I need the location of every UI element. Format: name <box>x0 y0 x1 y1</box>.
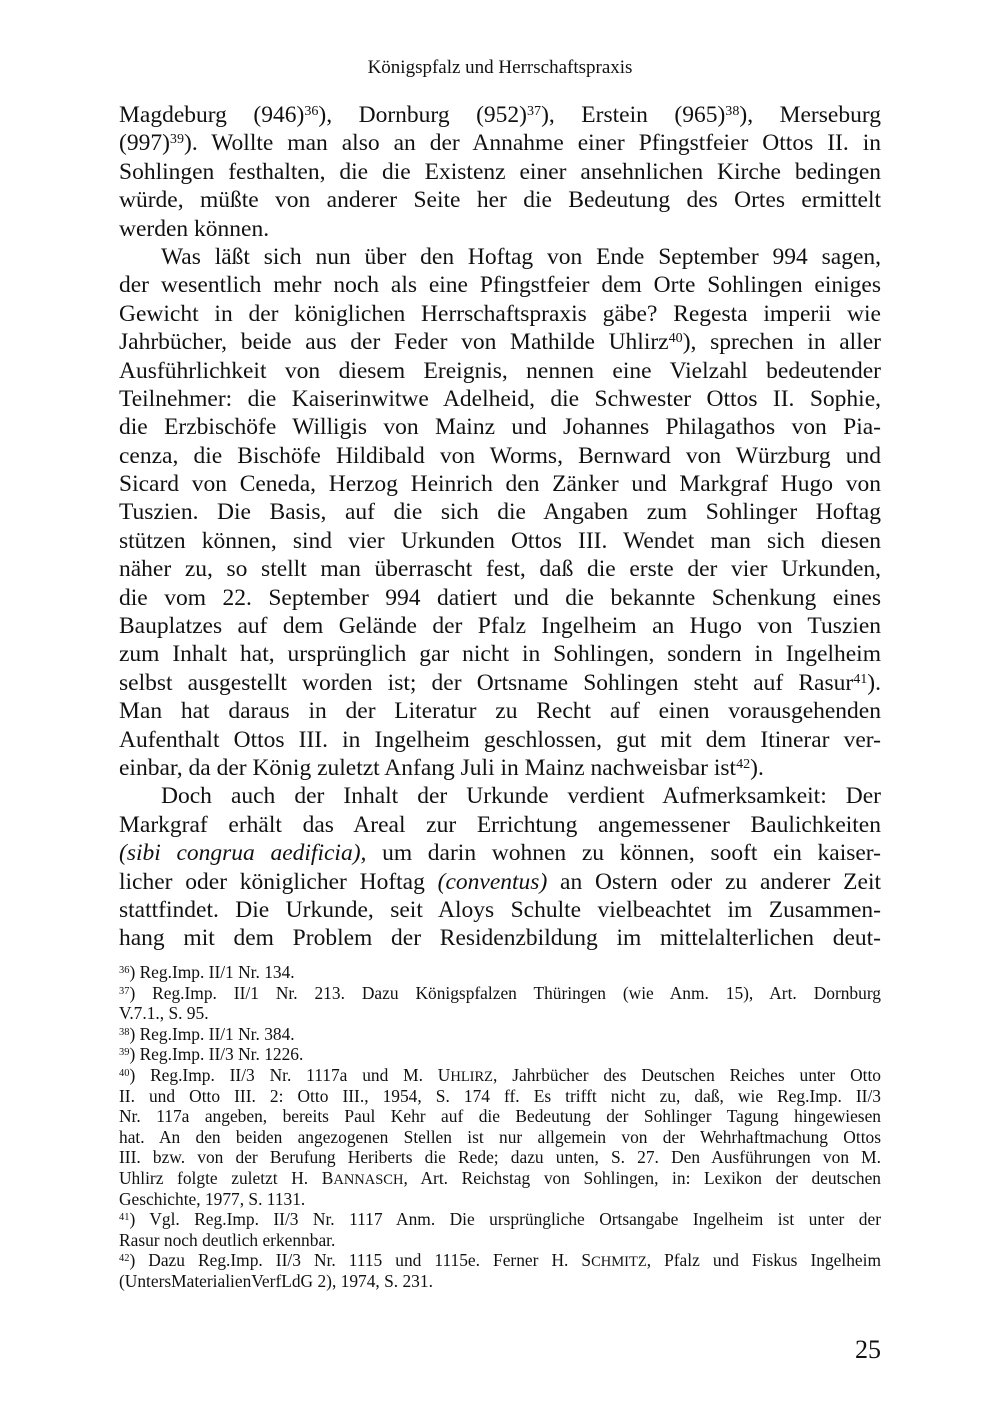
body-line: Markgraf erhält das Areal zur Errichtung angemessener Baulichkeiten <box>119 811 881 838</box>
footnote-line: Rasur noch deutlich erkennbar. <box>119 1229 336 1250</box>
footnote-line: $^{42}$) Dazu Reg.Imp. II/3 Nr. 1115 und 1115e. Ferner H. SCHMITZ, Pfalz und Fiskus Ingelheim <box>119 1250 881 1271</box>
footnote-line: $^{41}$) Vgl. Reg.Imp. II/3 Nr. 1117 Anm. Die ursprüngliche Ortsangabe Ingelheim ist unter der <box>119 1209 881 1230</box>
body-line: selbst ausgestellt worden ist; der Ortsname Sohlingen steht auf Rasur$^{41}$). <box>119 669 881 696</box>
body-line: Was läßt sich nun über den Hoftag von Ende September 994 sagen, <box>161 243 881 270</box>
body-line: stattfindet. Die Urkunde, seit Aloys Schulte vielbeachtet im Zusammen- <box>119 896 881 923</box>
body-line: Tuszien. Die Basis, auf die sich die Angaben zum Sohlinger Hoftag <box>119 499 881 526</box>
footnote-line: hat. An den beiden angezogenen Stellen ist nur allgemein von der Wehrhaftmachung Ottos <box>119 1126 881 1147</box>
body-line: Sicard von Ceneda, Herzog Heinrich den Zänker und Markgraf Hugo von <box>119 471 881 498</box>
body-line: stützen können, sind vier Urkunden Ottos III. Wendet man sich diesen <box>119 527 881 554</box>
body-text <box>119 101 881 953</box>
body-line: zum Inhalt hat, ursprünglich gar nicht in Sohlingen, sondern in Ingelheim <box>119 641 881 668</box>
footnote-line: $^{40}$) Reg.Imp. II/3 Nr. 1117a und M. UHLIRZ, Jahrbücher des Deutschen Reiches unter Otto <box>119 1064 881 1085</box>
body-line: (sibi congrua aedificia), um darin wohnen zu können, sooft ein kaiser- <box>119 840 881 867</box>
footnote-line: V.7.1., S. 95. <box>119 1003 209 1024</box>
body-line: werden können. <box>119 215 270 242</box>
body-line: Aufenthalt Ottos III. in Ingelheim geschlossen, gut mit dem Itinerar ver- <box>119 726 881 753</box>
body-line: Bauplatzes auf dem Gelände der Pfalz Ingelheim an Hugo von Tuszien <box>119 613 881 640</box>
body-line: Doch auch der Inhalt der Urkunde verdient Aufmerksamkeit: Der <box>161 783 881 810</box>
footnote-line: $^{38}$) Reg.Imp. II/1 Nr. 384. <box>119 1023 295 1044</box>
body-line: Jahrbücher, beide aus der Feder von Mathilde Uhlirz$^{40}$), sprechen in aller <box>119 329 881 356</box>
footnote-line: Nr. 117a angeben, bereits Paul Kehr auf die Bedeutung der Sohlinger Tagung hingewiesen <box>119 1106 881 1127</box>
body-line: Man hat daraus in der Literatur zu Recht auf einen vorausgehenden <box>119 698 881 725</box>
body-line: Sohlingen festhalten, die die Existenz einer ansehnlichen Kirche bedingen <box>119 158 881 185</box>
body-line: Teilnehmer: die Kaiserinwitwe Adelheid, die Schwester Ottos II. Sophie, <box>119 385 881 412</box>
footnote-line: $^{37}$) Reg.Imp. II/1 Nr. 213. Dazu Königspfalzen Thüringen (wie Anm. 15), Art. Dornburg <box>119 982 881 1003</box>
body-line: näher zu, so stellt man überrascht fest, daß die erste der vier Urkunden, <box>119 556 881 583</box>
body-line: hang mit dem Problem der Residenzbildung im mittelalterlichen deut- <box>119 925 881 952</box>
footnote-line: Geschichte, 1977, S. 1131. <box>119 1188 306 1209</box>
body-line: würde, müßte von anderer Seite her die Bedeutung des Ortes ermittelt <box>119 187 881 214</box>
body-line: einbar, da der König zuletzt Anfang Juli in Mainz nachweisbar ist$^{42}$). <box>119 754 764 781</box>
body-line: der wesentlich mehr noch als eine Pfingstfeier dem Orte Sohlingen einiges <box>119 272 881 299</box>
body-line: die vom 22. September 994 datiert und die bekannte Schenkung eines <box>119 584 881 611</box>
body-line: Magdeburg $(946)^{36}$), Dornburg $(952)^{37}$), Erstein $(965)^{38}$), Merseburg <box>119 102 881 128</box>
body-line: $(997)^{39}$). Wollte man also an der Annahme einer Pfingstfeier Ottos II. in <box>119 130 881 157</box>
body-line: cenza, die Bischöfe Hildibald von Worms, Bernward von Würzburg und <box>119 442 881 469</box>
footnote-line: Uhlirz folgte zuletzt H. BANNASCH, Art. Reichstag von Sohlingen, in: Lexikon der deutschen <box>119 1167 881 1188</box>
footnote-line: III. bzw. von der Berufung Heriberts die Rede; dazu unten, S. 27. Den Ausführungen von M. <box>119 1147 881 1168</box>
page-number: 25 <box>855 1335 881 1364</box>
running-head: Königspfalz und Herrschaftspraxis <box>367 57 633 78</box>
body-line: Ausführlichkeit von diesem Ereignis, nennen eine Vielzahl bedeutender <box>119 357 881 384</box>
body-line: Gewicht in der königlichen Herrschaftspraxis gäbe? Regesta imperii wie <box>119 300 881 327</box>
footnote-line: $^{39}$) Reg.Imp. II/3 Nr. 1226. <box>119 1044 304 1065</box>
body-line: die Erzbischöfe Willigis von Mainz und Johannes Philagathos von Pia- <box>119 414 881 441</box>
body-line: licher oder königlicher Hoftag (conventus) an Ostern oder zu anderer Zeit <box>119 868 882 895</box>
footnote-line: II. und Otto III. 2: Otto III., 1954, S. 174 ff. Es trifft nicht zu, daß, wie Reg.Imp. II/3 <box>119 1085 881 1106</box>
footnote-line: $^{36}$) Reg.Imp. II/1 Nr. 134. <box>119 962 295 982</box>
footnotes <box>119 962 881 1292</box>
footnote-line: (UntersMaterialienVerfLdG 2), 1974, S. 231. <box>119 1270 433 1291</box>
